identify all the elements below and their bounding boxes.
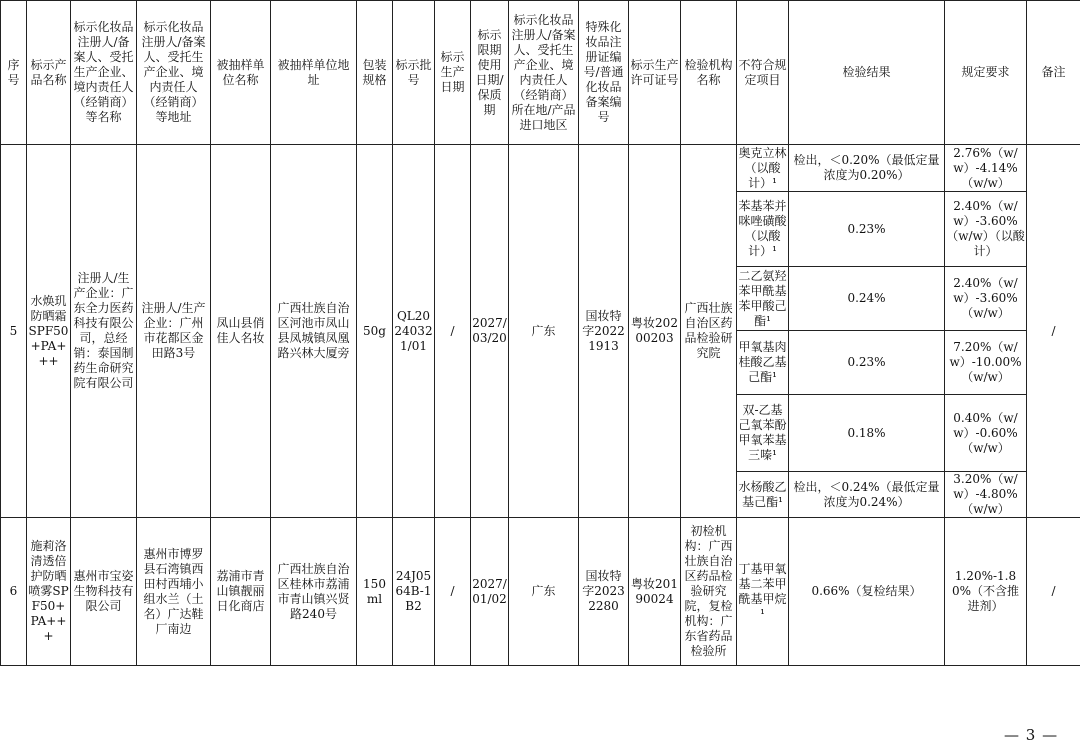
company-name: 注册人/生产企业：广东全力医药科技有限公司，总经销：泰国制药生命研究院有限公司: [71, 145, 137, 518]
requirement: 0.40%（w/w）-0.60%（w/w）: [945, 395, 1027, 472]
header-cell: 特殊化妆品注册证编号/普通化妆品备案编号: [579, 1, 629, 145]
sampled-unit: 荔浦市青山镇靓丽日化商店: [211, 518, 271, 666]
expiry-date: 2027/03/20: [471, 145, 509, 518]
header-cell: 检验结果: [789, 1, 945, 145]
registration-number: 国妆特字20232280: [579, 518, 629, 666]
header-cell: 不符合规定项目: [737, 1, 789, 145]
expiry-date: 2027/01/02: [471, 518, 509, 666]
product-name: 水焕玑防晒霜SPF50+PA+++: [27, 145, 71, 518]
test-result: 0.66%（复检结果）: [789, 518, 945, 666]
table-row: [1, 145, 1080, 192]
header-cell: 被抽样单位地址: [271, 1, 357, 145]
sampled-unit: 凤山县俏佳人名妆: [211, 145, 271, 518]
company-address: 惠州市博罗县石湾镇西田村西埔小组水兰（土名）广达鞋厂南边: [137, 518, 211, 666]
company-address: 注册人/生产企业：广州市花都区金田路3号: [137, 145, 211, 518]
requirement: 2.40%（w/w）-3.60%（w/w）: [945, 267, 1027, 331]
failed-item: 水杨酸乙基己酯¹: [737, 472, 789, 518]
batch-number: QL20240321/01: [393, 145, 435, 518]
production-date: /: [435, 518, 471, 666]
test-result: 检出，＜0.20%（最低定量浓度为0.20%）: [789, 145, 945, 192]
header-cell: 标示限期使用日期/保质期: [471, 1, 509, 145]
region: 广东: [509, 518, 579, 666]
sampled-address: 广西壮族自治区河池市凤山县凤城镇凤凰路兴林大厦旁: [271, 145, 357, 518]
header-row: [1, 1, 1080, 145]
company-name: 惠州市宝姿生物科技有限公司: [71, 518, 137, 666]
header-cell: 被抽样单位名称: [211, 1, 271, 145]
requirement: 2.40%（w/w）-3.60%（w/w）（以酸计）: [945, 192, 1027, 267]
product-name: 施莉洛清透倍护防晒喷雾SPF50+PA+++: [27, 518, 71, 666]
requirement: 3.20%（w/w）-4.80%（w/w）: [945, 472, 1027, 518]
header-cell: 包装规格: [357, 1, 393, 145]
package-spec: 50g: [357, 145, 393, 518]
header-cell: 标示化妆品注册人/备案人、受托生产企业、境内责任人（经销商）等名称: [71, 1, 137, 145]
header-cell: 标示产品名称: [27, 1, 71, 145]
remark: /: [1027, 518, 1080, 666]
lab-name: 广西壮族自治区药品检验研究院: [681, 145, 737, 518]
package-spec: 150ml: [357, 518, 393, 666]
registration-number: 国妆特字20221913: [579, 145, 629, 518]
page-number: — 3 —: [1004, 726, 1059, 744]
header-cell: 规定要求: [945, 1, 1027, 145]
row-number: 6: [1, 518, 27, 666]
header-cell: 标示生产许可证号: [629, 1, 681, 145]
license-number: 粤妆20190024: [629, 518, 681, 666]
test-result: 检出，＜0.24%（最低定量浓度为0.24%）: [789, 472, 945, 518]
test-result: 0.23%: [789, 192, 945, 267]
row-number: 5: [1, 145, 27, 518]
failed-item: 奥克立林（以酸计）¹: [738, 145, 787, 190]
failed-item: 二乙氨羟苯甲酰基苯甲酸己酯¹: [737, 267, 789, 331]
test-result: 0.23%: [789, 331, 945, 395]
region: 广东: [509, 145, 579, 518]
license-number: 粤妆20200203: [629, 145, 681, 518]
failed-item: 双-乙基己氧苯酚甲氧苯基三嗪¹: [737, 395, 789, 472]
header-cell: 备注: [1027, 1, 1080, 145]
requirement: 1.20%-1.80%（不含推进剂）: [945, 518, 1027, 666]
test-result: 0.18%: [789, 395, 945, 472]
failed-item: 苯基苯并咪唑磺酸（以酸计）¹: [737, 192, 789, 267]
remark: /: [1027, 145, 1080, 518]
batch-number: 24J0564B-1B2: [393, 518, 435, 666]
header-cell: 标示化妆品注册人/备案人、受托生产企业、境内责任人（经销商）所在地/产品进口地区: [509, 1, 579, 145]
production-date: /: [435, 145, 471, 518]
lab-name: 初检机构：广西壮族自治区药品检验研究院，复检机构：广东省药品检验所: [681, 518, 737, 666]
table-row: [1, 518, 1080, 666]
test-result: 0.24%: [789, 267, 945, 331]
header-cell: 标示生产日期: [435, 1, 471, 145]
failed-item: 甲氧基肉桂酸乙基己酯¹: [737, 331, 789, 395]
requirement: 2.76%（w/w）-4.14%（w/w）: [945, 145, 1027, 192]
sampled-address: 广西壮族自治区桂林市荔浦市青山镇兴贤路240号: [271, 518, 357, 666]
header-cell: 序号: [1, 1, 27, 145]
header-cell: 标示批号: [393, 1, 435, 145]
requirement: 7.20%（w/w）-10.00%（w/w）: [945, 331, 1027, 395]
failed-item: 丁基甲氧基二苯甲酰基甲烷¹: [737, 518, 789, 666]
header-cell: 标示化妆品注册人/备案人、受托生产企业、境内责任人（经销商）等地址: [137, 1, 211, 145]
header-cell: 检验机构名称: [681, 1, 737, 145]
